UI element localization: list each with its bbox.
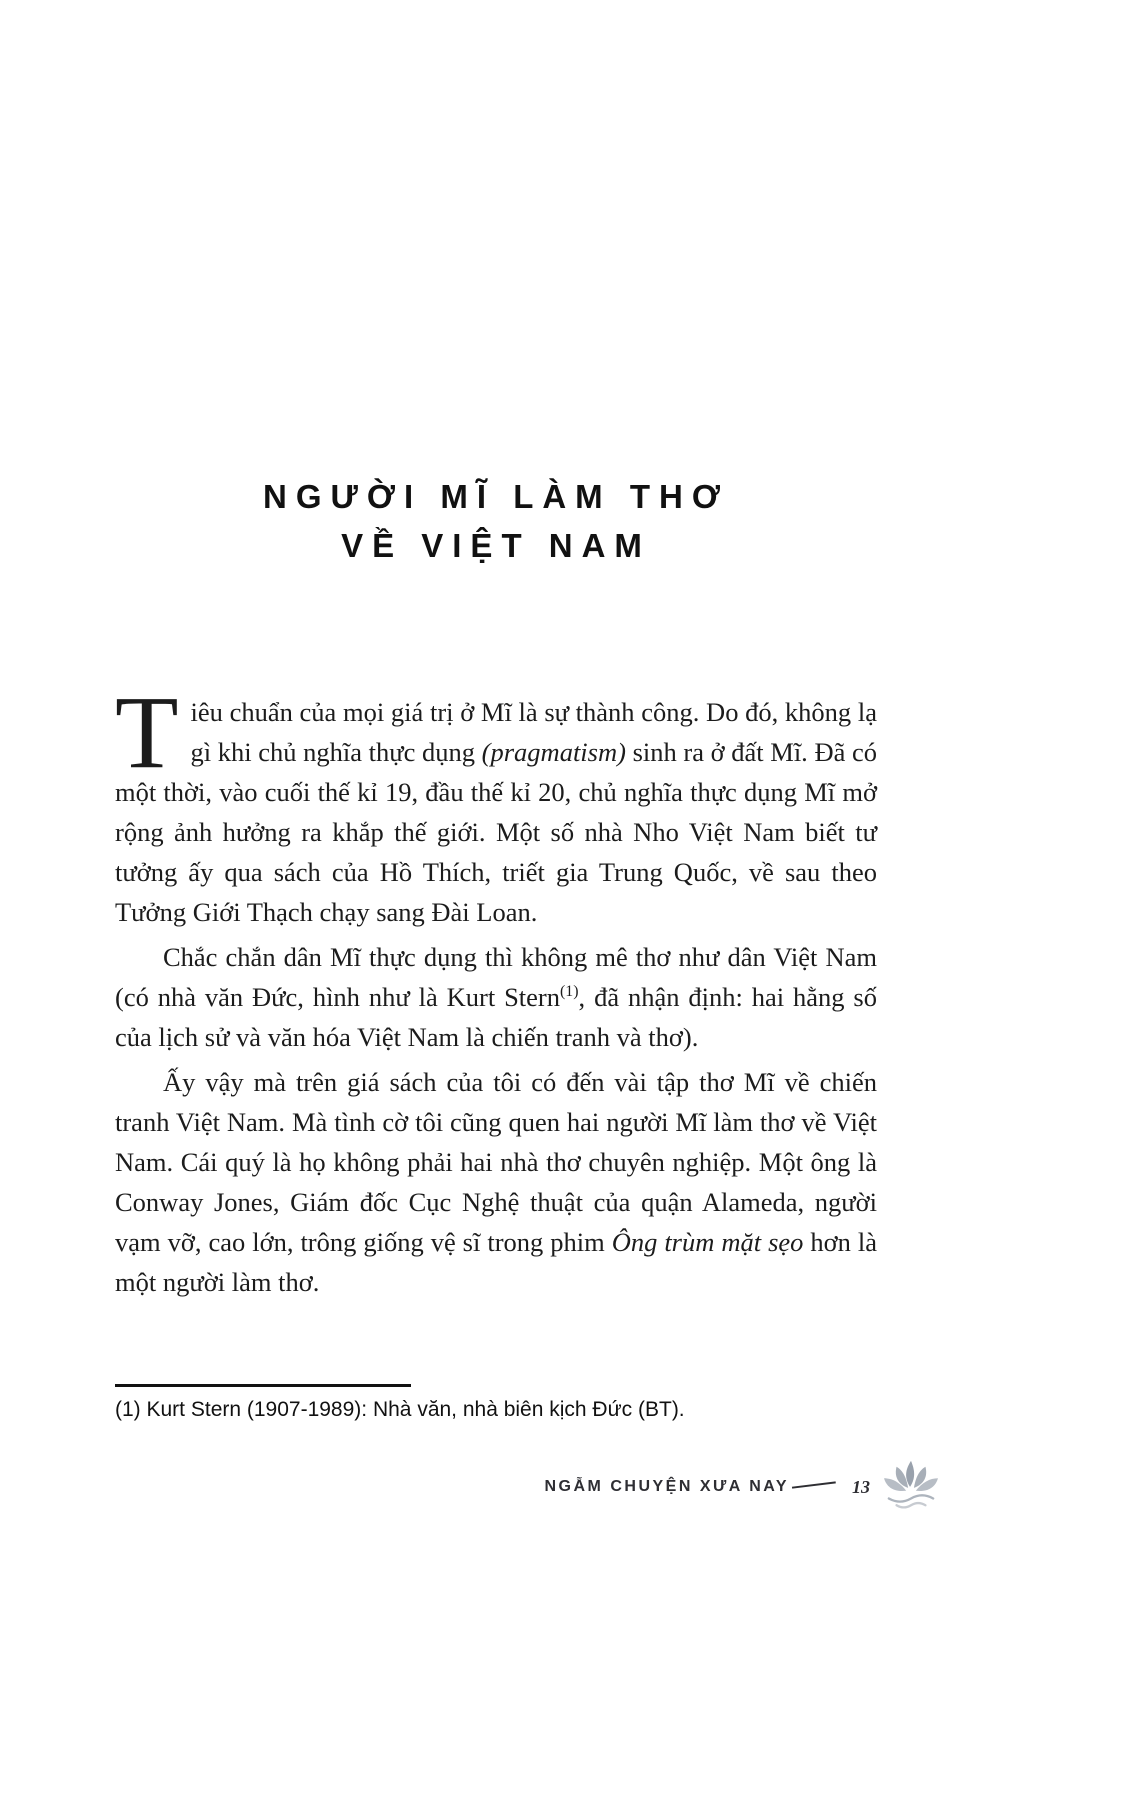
- footnote-text: (1) Kurt Stern (1907-1989): Nhà văn, nhà biên kịch Đức (BT).: [115, 1398, 685, 1421]
- footer-book-title: NGẪM CHUYỆN XƯA NAY: [545, 1478, 837, 1496]
- paragraph: [115, 675, 877, 932]
- footnote-block: [115, 1384, 877, 1424]
- chapter-title: [115, 472, 877, 570]
- paragraph: Chắc chắn dân Mĩ thực dụng thì không mê thơ như dân Việt Nam (có nhà văn Đức, hình như là Kurt Stern$^{(1)}$, đã nhận định: hai hằng số của lịch sử và văn hóa Việt Nam là chiến tranh và thơ).: [115, 942, 877, 1052]
- footnote-divider: [115, 1384, 411, 1387]
- page-footer: [545, 1458, 943, 1516]
- chapter-title-line-1: NGƯỜI MĨ LÀM THƠ: [263, 478, 729, 515]
- dropcap: T: [115, 675, 179, 790]
- lotus-icon: [880, 1459, 942, 1516]
- paragraph: Ấy vậy mà trên giá sách của tôi có đến vài tập thơ Mĩ về chiến tranh Việt Nam. Mà tình cờ tôi cũng quen hai người Mĩ làm thơ về Việt Nam. Cái quý là họ không phải hai nhà thơ chuyên nghiệp. Một ông là Conway Jones, Giám đốc Cục Nghệ thuật của quận Alameda, người vạm vỡ, cao lớn, trông giống vệ sĩ trong phim Ông trùm mặt sẹo hơn là một người làm thơ.: [115, 1067, 877, 1297]
- paragraph-text: iêu chuẩn của mọi giá trị ở Mĩ là sự thành công. Do đó, không lạ gì khi chủ nghĩa thực dụng (pragmatism) sinh ra ở đất Mĩ. Đã có một thời, vào cuối thế kỉ 19, đầu thế kỉ 20, chủ nghĩa thực dụng Mĩ mở rộng ảnh hưởng ra khắp thế giới. Một số nhà Nho Việt Nam biết tư tưởng ấy qua sách của Hồ Thích, triết gia Trung Quốc, về sau theo Tưởng Giới Thạch chạy sang Đài Loan.: [115, 697, 877, 927]
- footer-page-number: 13: [852, 1476, 870, 1497]
- chapter-title-line-2: VỀ VIỆT NAM: [341, 527, 651, 564]
- body-text: [115, 675, 877, 1302]
